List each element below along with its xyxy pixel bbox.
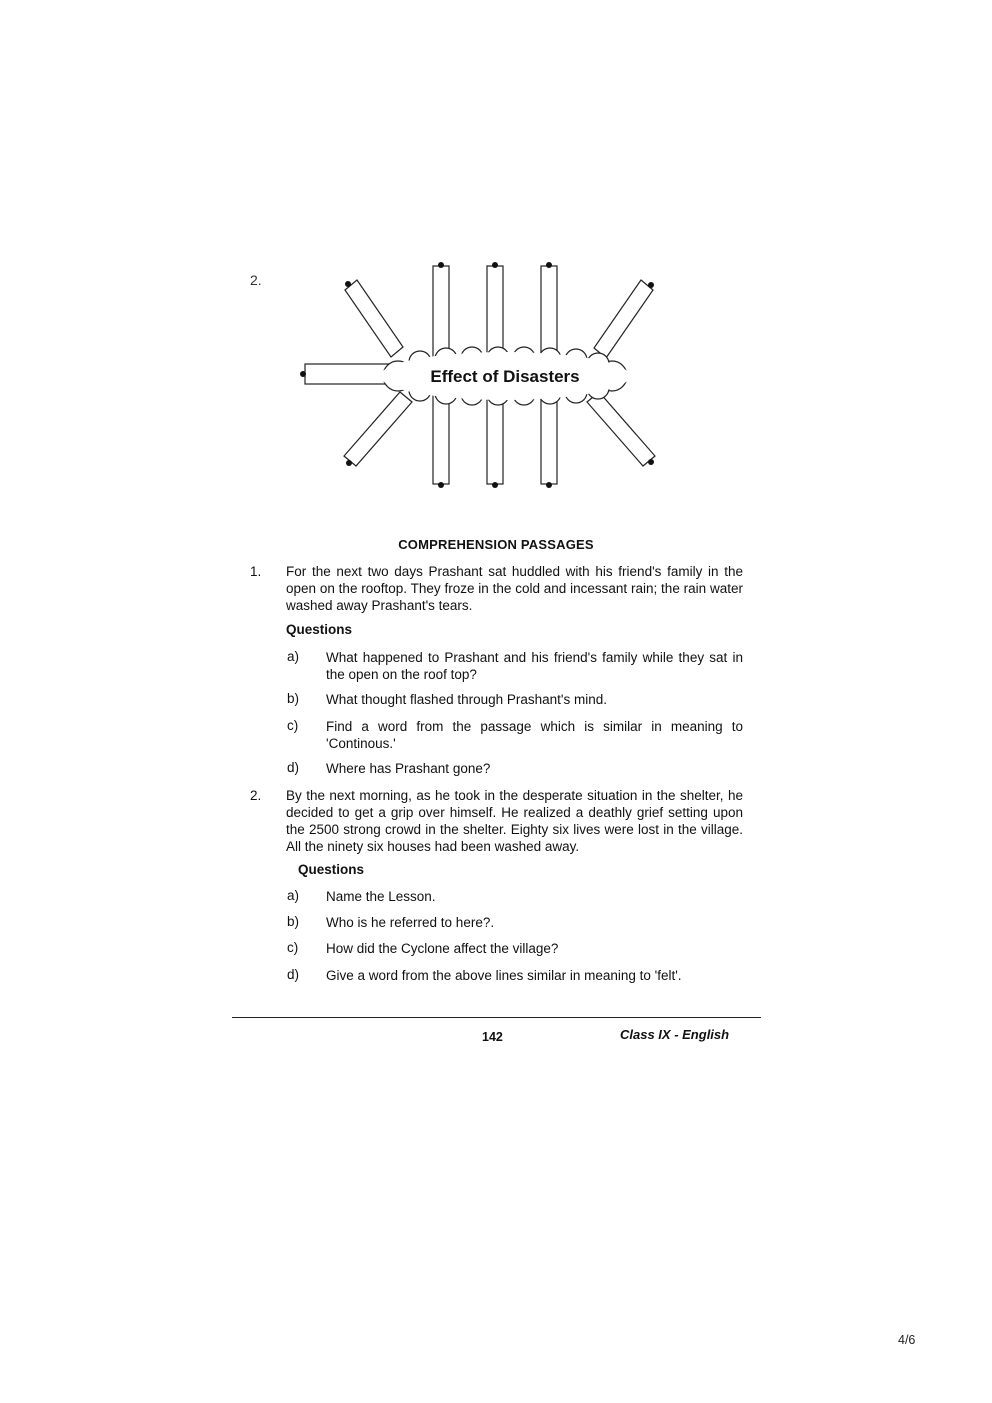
- question-text: Name the Lesson.: [326, 889, 436, 904]
- passage-2-number: 2.: [250, 788, 262, 803]
- section-title: COMPREHENSION PASSAGES: [398, 537, 594, 552]
- question-label: a): [287, 649, 300, 664]
- passage-1-number: 1.: [250, 564, 262, 579]
- page-of-indicator: 4/6: [898, 1333, 916, 1347]
- question-text: What thought flashed through Prashant's mind.: [326, 692, 607, 707]
- diagram-bar-upper-right: [594, 280, 653, 358]
- diagram-bar-left: [305, 364, 389, 384]
- passage-1-questions-heading: Questions: [286, 622, 353, 637]
- diagram-bar-bottom-3: [541, 392, 557, 484]
- question-label: b): [287, 691, 300, 706]
- question-label: d): [287, 967, 300, 982]
- diagram-bar-lower-right: [587, 392, 655, 466]
- question-text: How did the Cyclone affect the village?: [326, 941, 559, 956]
- passage-1-text: For the next two days Prashant sat huddled with his friend's family in the open on the rooftop. They froze in the cold and incessant rain; the rain water washed away Prashant's tears.: [286, 564, 743, 613]
- diagram-dot: [492, 262, 498, 268]
- book-title: Class IX - English: [620, 1027, 730, 1042]
- question-text: Who is he referred to here?.: [326, 915, 495, 930]
- diagram-dot: [438, 262, 444, 268]
- diagram-bar-upper-left: [345, 280, 403, 357]
- question-text: Where has Prashant gone?: [326, 761, 491, 776]
- diagram-bar-bottom-2: [487, 392, 503, 484]
- diagram-dot: [546, 262, 552, 268]
- passage-2-questions-heading: Questions: [298, 862, 365, 877]
- footer-rule: [232, 1017, 761, 1018]
- diagram-dot: [492, 482, 498, 488]
- diagram-dot: [346, 460, 352, 466]
- page-number: 142: [482, 1030, 503, 1044]
- diagram-dot: [345, 281, 351, 287]
- question-text: What happened to Prashant and his friend's family while they sat in the open on the roof top?: [326, 650, 743, 682]
- question-label: d): [287, 760, 300, 775]
- effect-of-disasters-diagram: [290, 255, 670, 500]
- passage-2-text: By the next morning, as he took in the desperate situation in the shelter, he decided to get a grip over himself. He realized a deathly grief setting upon the 2500 strong crowd in the shelter. Eighty six lives were lost in the village. All the ninety six houses had been washed away.: [286, 788, 743, 854]
- diagram-number: 2.: [250, 272, 262, 288]
- question-label: c): [287, 718, 299, 733]
- question-text: Give a word from the above lines similar in meaning to 'felt'.: [326, 968, 682, 983]
- diagram-dot: [546, 482, 552, 488]
- question-label: a): [287, 888, 300, 903]
- question-label: b): [287, 914, 300, 929]
- question-label: c): [287, 940, 299, 955]
- question-text: Find a word from the passage which is similar in meaning to 'Continous.': [326, 719, 743, 751]
- diagram-center-label: Effect of Disasters: [430, 367, 580, 386]
- diagram-dot: [438, 482, 444, 488]
- diagram-dot: [648, 459, 654, 465]
- diagram-bar-lower-left: [344, 392, 412, 466]
- diagram-dot: [300, 371, 306, 377]
- diagram-bar-bottom-1: [433, 392, 449, 484]
- diagram-dot: [648, 282, 654, 288]
